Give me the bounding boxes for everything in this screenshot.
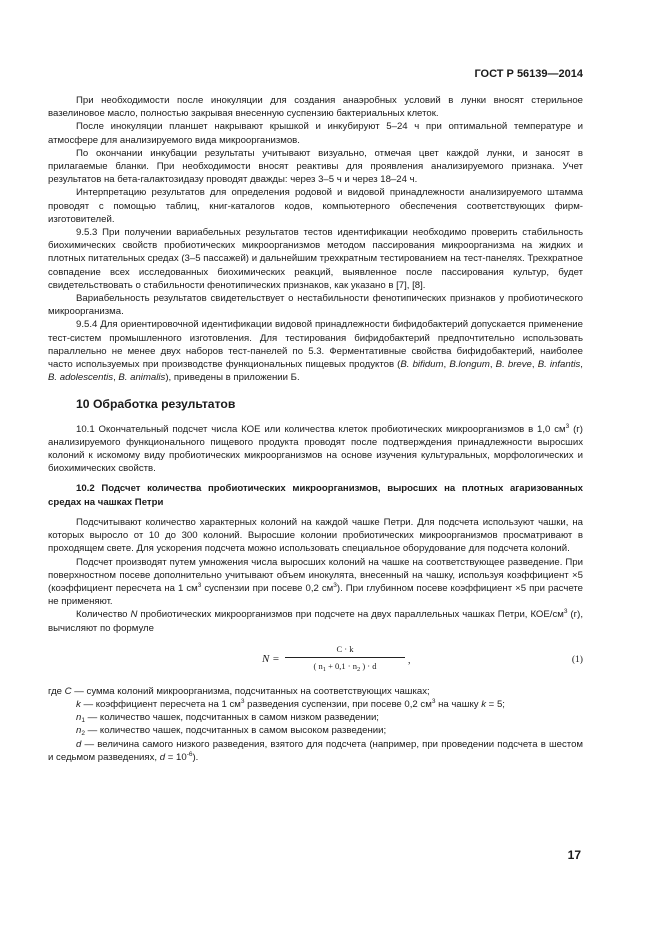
paragraph: После инокуляции планшет накрывают крышкой и инкубируют 5–24 ч при оптимальной температуре и атмосфере для анализируемого вида микроорганизмов.	[48, 121, 583, 146]
formula-1: N = C · k ( $n_1 + 0,1 \cdot n_2$ ) · d , (1)	[262, 643, 583, 673]
definition-item: d — величина самого низкого разведения, взятого для подсчета (например, при проведении подсчета в шестом и седьмом разведениях, $d = 10^{-6}$).	[48, 738, 583, 763]
formula-denominator: ( $n_1 + 0,1 \cdot n_2$ ) · d	[313, 660, 377, 673]
formula-lhs: N =	[262, 652, 280, 665]
section-10-2-title: 10.2 Подсчет количества пробиотических микроорганизмов, выросших на плотных агаризованных средах на чашках Петри	[48, 483, 583, 508]
paragraph-10-1: 10.1 Окончательный подсчет числа КОЕ или количества клеток пробиотических микроорганизмов в 1,0 $см^3$ (г) анализируемого функционального пищевого продукта проводят после подтверждения принадлежности выросших колоний к искомому виду пробиотических микроорганизмов на основе изучения культуральных, морфологических и биохимических свойств.	[48, 422, 583, 475]
paragraph: Подсчитывают количество характерных колоний на каждой чашке Петри. Для подсчета используют чашки, на которых выросло от 10 до 300 колоний. Выросшие колонии пробиотических микроорганизмов просматривают в проходящем свете. Для ускорения подсчета можно использовать специальное оборудование для подсчета колоний.	[48, 516, 583, 555]
standard-header: ГОСТ Р 56139—2014	[474, 68, 583, 80]
paragraph: При необходимости после инокуляции для создания анаэробных условий в лунки вносят стерильное вазелиновое масло, полностью закрывая внесенную суспензию бактериальных клеток.	[48, 95, 583, 120]
paragraph: Интерпретацию результатов для определения родовой и видовой принадлежности анализируемого штамма проводят с помощью таблиц, книг-каталогов кодов, компьютерного обеспечения соответствующих фирм-изготовителей.	[48, 187, 583, 225]
paragraph: Подсчет производят путем умножения числа выросших колоний на чашке на соответствующее разведение. При поверхностном посеве дополнительно учитывают объем инокулята, внесенный на чашку, используя коэффициент ×5 (коэффициент пересчета на 1 $см^3$ суспензии при посеве 0,2 $см^3$). При глубинном посеве коэффициент ×5 при расчете не применяют.	[48, 556, 583, 608]
page-number: 17	[567, 848, 581, 862]
definition-item: где C — сумма колоний микроорганизма, подсчитанных на соответствующих чашках;	[48, 685, 430, 697]
paragraph-9-5-3: 9.5.3 При получении вариабельных результатов тестов идентификации необходимо проверить стабильность биохимических свойств пробиотических микроорганизмов методом пассирования микроорганизма на жидких и плотных питательных средах (3–5 пассажей) и дальнейшим трехкратным тестированием на тест-панелях. Трехкратное совпадение всех исследованных биохимических реакций, выявленное после пассирования культур, будет свидетельствовать о стабильности фенотипических признаков, как указано в [7], [8].	[48, 227, 583, 291]
formula-number: (1)	[571, 653, 583, 665]
paragraph: По окончании инкубации результаты учитывают визуально, отмечая цвет каждой лунки, и заносят в прилагаемые бланки. При необходимости вносят реактивы для проявления анализируемого признака. Учет результатов на бета-галактозидазу проводят дважды: через 3–5 ч и через 18–24 ч.	[48, 147, 583, 186]
definition-item: k — коэффициент пересчета на 1 $см^3$ разведения суспензии, при посеве 0,2 $см^3$ на чашку k = 5;	[76, 697, 505, 710]
formula-fraction	[285, 643, 405, 673]
document-body	[48, 94, 583, 764]
paragraph-9-5-4: 9.5.4 Для ориентировочной идентификации видовой принадлежности бифидобактерий допускается применение тест-систем промышленного изготовления. Для тестирования бифидобактерий предпочтительно использовать параллельно не менее двух наборов тест-панелей по 5.3. Ферментативные свойства бифидобактерий, наиболее часто используемых при производстве функциональных пищевых продуктов (B. bifidum, B.longum, B. breve, B. infantis, B. adolescentis, B. animalis), приведены в приложении Б.	[48, 319, 583, 384]
paragraph: Количество N пробиотических микроорганизмов при подсчете на двух параллельных чашках Петри, КОЕ/$см^3$ (г), вычисляют по формуле	[48, 608, 583, 634]
definition-item: $n_1$ — количество чашек, подсчитанных в самом низком разведении;	[76, 712, 379, 725]
paragraph: Вариабельность результатов свидетельствует о нестабильности фенотипических признаков у пробиотического микроорганизма.	[48, 293, 583, 318]
section-10-title: 10 Обработка результатов	[76, 397, 236, 412]
definitions-list	[48, 685, 583, 764]
formula-numerator: C · k	[336, 643, 354, 654]
definition-item: $n_2$ — количество чашек, подсчитанных в самом высоком разведении;	[76, 725, 387, 738]
